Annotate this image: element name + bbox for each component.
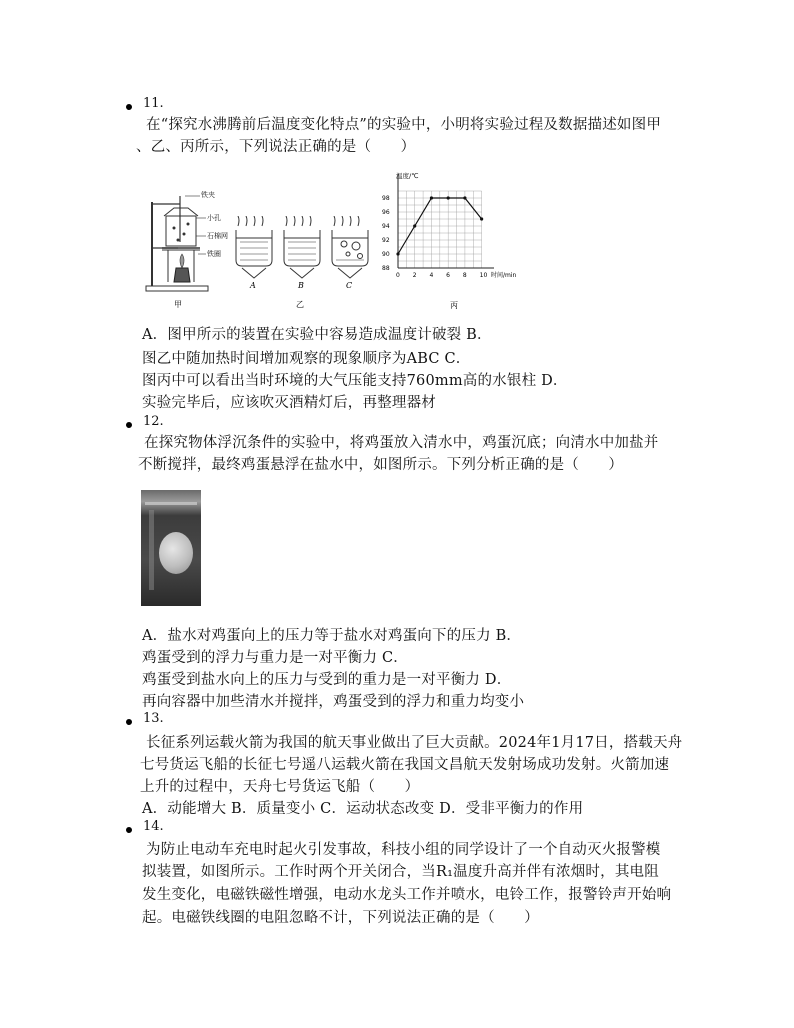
egg-image — [159, 532, 193, 574]
y-tick-label: 94 — [382, 223, 390, 230]
bullet-q12 — [126, 422, 132, 428]
x-tick-label: 2 — [412, 272, 417, 279]
figure-yi-beakers — [232, 216, 372, 312]
label-tiequan: 铁圈 — [207, 250, 221, 258]
beaker-label-b: B — [298, 281, 304, 290]
q12-option-c: 鸡蛋受到盐水向上的压力与受到的重力是一对平衡力 D． — [142, 672, 512, 688]
bullet-q13 — [126, 719, 132, 725]
y-tick-label: 96 — [382, 209, 390, 216]
x-tick-label: 10 — [479, 272, 488, 279]
label-xiaokong: 小孔 — [207, 214, 221, 222]
bullet-q14 — [126, 827, 132, 833]
fig-bing-caption: 丙 — [450, 301, 458, 310]
y-tick-label: 92 — [382, 237, 390, 244]
data-point — [463, 196, 466, 199]
q11-stem-line1: 在“探究水沸腾前后温度变化特点”的实验中，小明将实验过程及数据描述如图甲 — [146, 117, 662, 133]
data-point — [480, 217, 483, 220]
question-number-11: 11. — [143, 96, 164, 111]
q12-option-a: A．盐水对鸡蛋向上的压力等于盐水对鸡蛋向下的压力 B． — [142, 628, 522, 644]
x-tick-label: 4 — [429, 272, 434, 279]
question-number-12: 12. — [143, 414, 164, 429]
label-tiejia: 铁夹 — [201, 191, 215, 199]
data-point — [396, 252, 399, 255]
x-tick-label: 0 — [396, 272, 400, 279]
egg-in-saltwater-photo — [141, 490, 201, 606]
x-tick-label: 6 — [446, 272, 451, 279]
q11-stem-line2: 、乙、丙所示，下列说法正确的是（ ） — [136, 139, 416, 155]
q14-stem-line2: 拟装置，如图所示。工作时两个开关闭合，当R₁温度升高并伴有浓烟时，其电阻 — [142, 864, 659, 880]
q14-stem-line4: 起。电磁铁线圈的电阻忽略不计，下列说法正确的是（ ） — [142, 910, 539, 926]
q13-stem-line2: 七号货运飞船的长征七号遥八运载火箭在我国文昌航天发射场成功发射。火箭加速 — [140, 757, 670, 773]
data-point — [413, 224, 416, 227]
fig-yi-caption: 乙 — [296, 300, 304, 309]
y-tick-label: 90 — [382, 251, 390, 258]
bullet-q11 — [126, 104, 132, 110]
question-number-14: 14. — [143, 819, 164, 834]
q13-options: A．动能增大 B．质量变小 C．运动状态改变 D．受非平衡力的作用 — [142, 801, 584, 817]
question-number-13: 13. — [143, 711, 164, 726]
beaker-label-a: A — [250, 281, 256, 290]
q13-stem-line1: 长征系列运载火箭为我国的航天事业做出了巨大贡献。2024年1月17日，搭载天舟 — [146, 735, 683, 751]
x-axis-label: 时间/min — [491, 272, 517, 279]
q14-stem-line3: 发生变化，电磁铁磁性增强，电动水龙头工作并喷水，电铃工作，报警铃声开始响 — [142, 887, 672, 903]
beaker-label-c: C — [346, 281, 353, 290]
q14-stem-line1: 为防止电动车充电时起火引发事故，科技小组的同学设计了一个自动灭火报警模 — [146, 842, 661, 858]
figure-jia-apparatus — [138, 190, 238, 312]
data-point — [447, 196, 450, 199]
q12-stem-line2: 不断搅拌，最终鸡蛋悬浮在盐水中，如图所示。下列分析正确的是（ ） — [138, 457, 624, 473]
x-tick-label: 8 — [462, 272, 467, 279]
label-shimianwang: 石棉网 — [207, 232, 228, 240]
q12-stem-line1: 在探究物体浮沉条件的实验中，将鸡蛋放入清水中，鸡蛋沉底；向清水中加盐并 — [144, 435, 659, 451]
q11-option-c: 图丙中可以看出当时环境的大气压能支持760mm高的水银柱 D． — [142, 373, 568, 389]
q11-option-b: 图乙中随加热时间增加观察的现象顺序为ABC C． — [142, 351, 471, 367]
q13-stem-line3: 上升的过程中，天舟七号货运飞船（ ） — [140, 779, 420, 795]
y-origin-label: 88 — [382, 265, 390, 272]
q12-option-d: 再向容器中加些清水并搅拌，鸡蛋受到的浮力和重力均变小 — [142, 694, 525, 710]
data-point — [430, 196, 433, 199]
y-tick-label: 98 — [382, 195, 390, 202]
figure-bing-chart — [380, 170, 530, 312]
y-axis-label: 温度/℃ — [396, 172, 419, 180]
fig-jia-caption: 甲 — [174, 300, 182, 309]
q11-option-a: A．图甲所示的装置在实验中容易造成温度计破裂 B． — [142, 327, 492, 343]
q12-option-b: 鸡蛋受到的浮力与重力是一对平衡力 C． — [142, 650, 409, 666]
q11-option-d: 实验完毕后，应该吹灭酒精灯后，再整理器材 — [142, 395, 436, 411]
